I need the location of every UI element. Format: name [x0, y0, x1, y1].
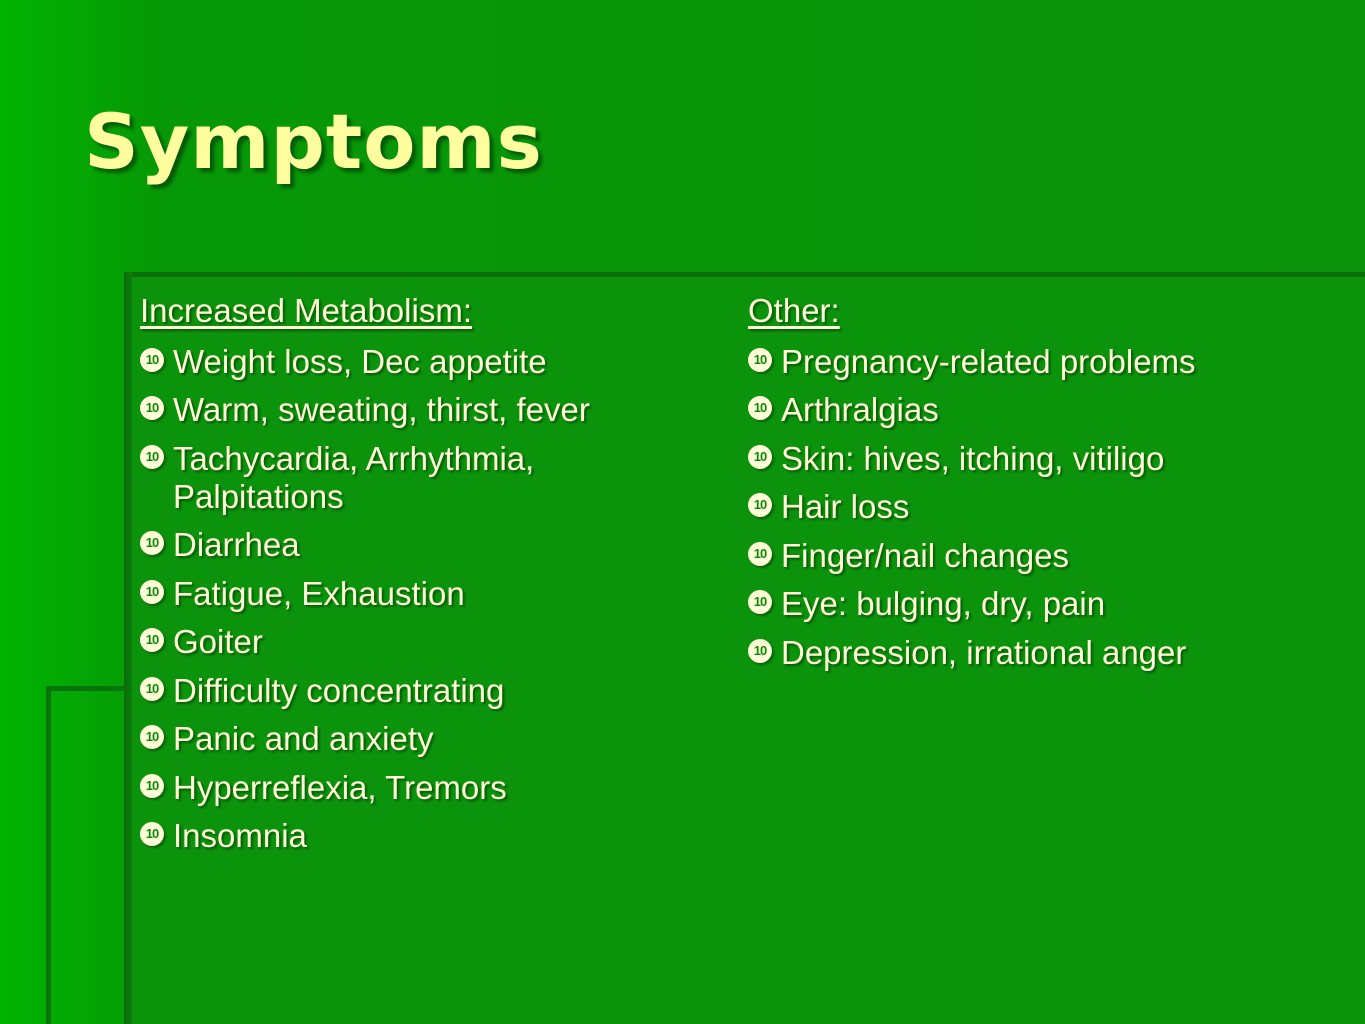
symptom-list-item: [748, 488, 1348, 526]
circled-ten-bullet-icon: 10: [140, 677, 164, 701]
symptom-text: Insomnia: [173, 817, 307, 854]
circled-ten-bullet-icon: 10: [140, 822, 164, 846]
symptom-text: Hair loss: [781, 488, 910, 525]
circled-ten-bullet-icon: 10: [748, 639, 772, 663]
symptom-list-item: [140, 343, 700, 381]
circled-ten-bullet-icon: 10: [748, 348, 772, 372]
symptom-text: Difficulty concentrating: [173, 671, 505, 709]
symptom-text: Skin: hives, itching, vitiligo: [781, 439, 1165, 477]
symptom-text: Goiter: [173, 623, 263, 660]
symptom-list-item: [140, 720, 700, 758]
symptom-list-item: [140, 817, 700, 855]
circled-ten-bullet-icon: 10: [140, 725, 164, 749]
circled-ten-bullet-icon: 10: [748, 590, 772, 614]
symptom-text: Diarrhea: [173, 526, 300, 563]
right-symptom-list: [748, 343, 1348, 672]
left-column-heading: Increased Metabolism:: [140, 292, 472, 329]
circled-ten-bullet-icon: 10: [748, 396, 772, 420]
symptom-text: Warm, sweating, thirst, fever: [173, 391, 590, 428]
circled-ten-bullet-icon: 10: [748, 493, 772, 517]
circled-ten-bullet-icon: 10: [140, 531, 164, 555]
right-column-heading: Other:: [748, 292, 840, 329]
symptom-text: Pregnancy-related problems: [781, 342, 1196, 380]
circled-ten-bullet-icon: 10: [140, 580, 164, 604]
symptom-list-item: [140, 623, 700, 661]
symptom-list-item: [748, 440, 1348, 478]
circled-ten-bullet-icon: 10: [140, 628, 164, 652]
symptom-list-item: [748, 537, 1348, 575]
left-column: [140, 290, 700, 855]
symptom-list-item: [140, 672, 700, 710]
symptom-text: Fatigue, Exhaustion: [173, 574, 465, 612]
circled-ten-bullet-icon: 10: [140, 445, 164, 469]
symptom-text: Arthralgias: [781, 391, 939, 428]
symptom-list-item: [748, 391, 1348, 429]
circled-ten-bullet-icon: 10: [748, 542, 772, 566]
circled-ten-bullet-icon: 10: [748, 445, 772, 469]
symptom-text: Weight loss, Dec appetite: [173, 342, 547, 380]
frame-left-lower-divider: [46, 686, 51, 1024]
symptom-list-item: [140, 575, 700, 613]
frame-left-divider: [124, 272, 132, 1024]
symptom-list-item: [140, 769, 700, 807]
circled-ten-bullet-icon: 10: [140, 396, 164, 420]
symptom-list-item: [140, 391, 700, 429]
circled-ten-bullet-icon: 10: [140, 774, 164, 798]
symptom-text: Eye: bulging, dry, pain: [781, 585, 1106, 622]
symptom-list-item: [748, 585, 1348, 623]
symptom-list-item: [748, 634, 1348, 672]
symptom-text: Hyperreflexia, Tremors: [173, 768, 507, 806]
symptom-list-item: [140, 440, 700, 516]
slide-title: Symptoms: [84, 97, 543, 186]
symptom-text: Finger/nail changes: [781, 536, 1070, 574]
symptom-text: Depression, irrational anger: [781, 633, 1187, 671]
circled-ten-bullet-icon: 10: [140, 348, 164, 372]
right-column: [748, 290, 1348, 672]
symptom-list-item: [140, 526, 700, 564]
symptom-text: Tachycardia, Arrhythmia, Palpitations: [173, 439, 535, 515]
left-symptom-list: [140, 343, 700, 856]
symptom-text: Panic and anxiety: [173, 720, 434, 757]
symptom-list-item: [748, 343, 1348, 381]
